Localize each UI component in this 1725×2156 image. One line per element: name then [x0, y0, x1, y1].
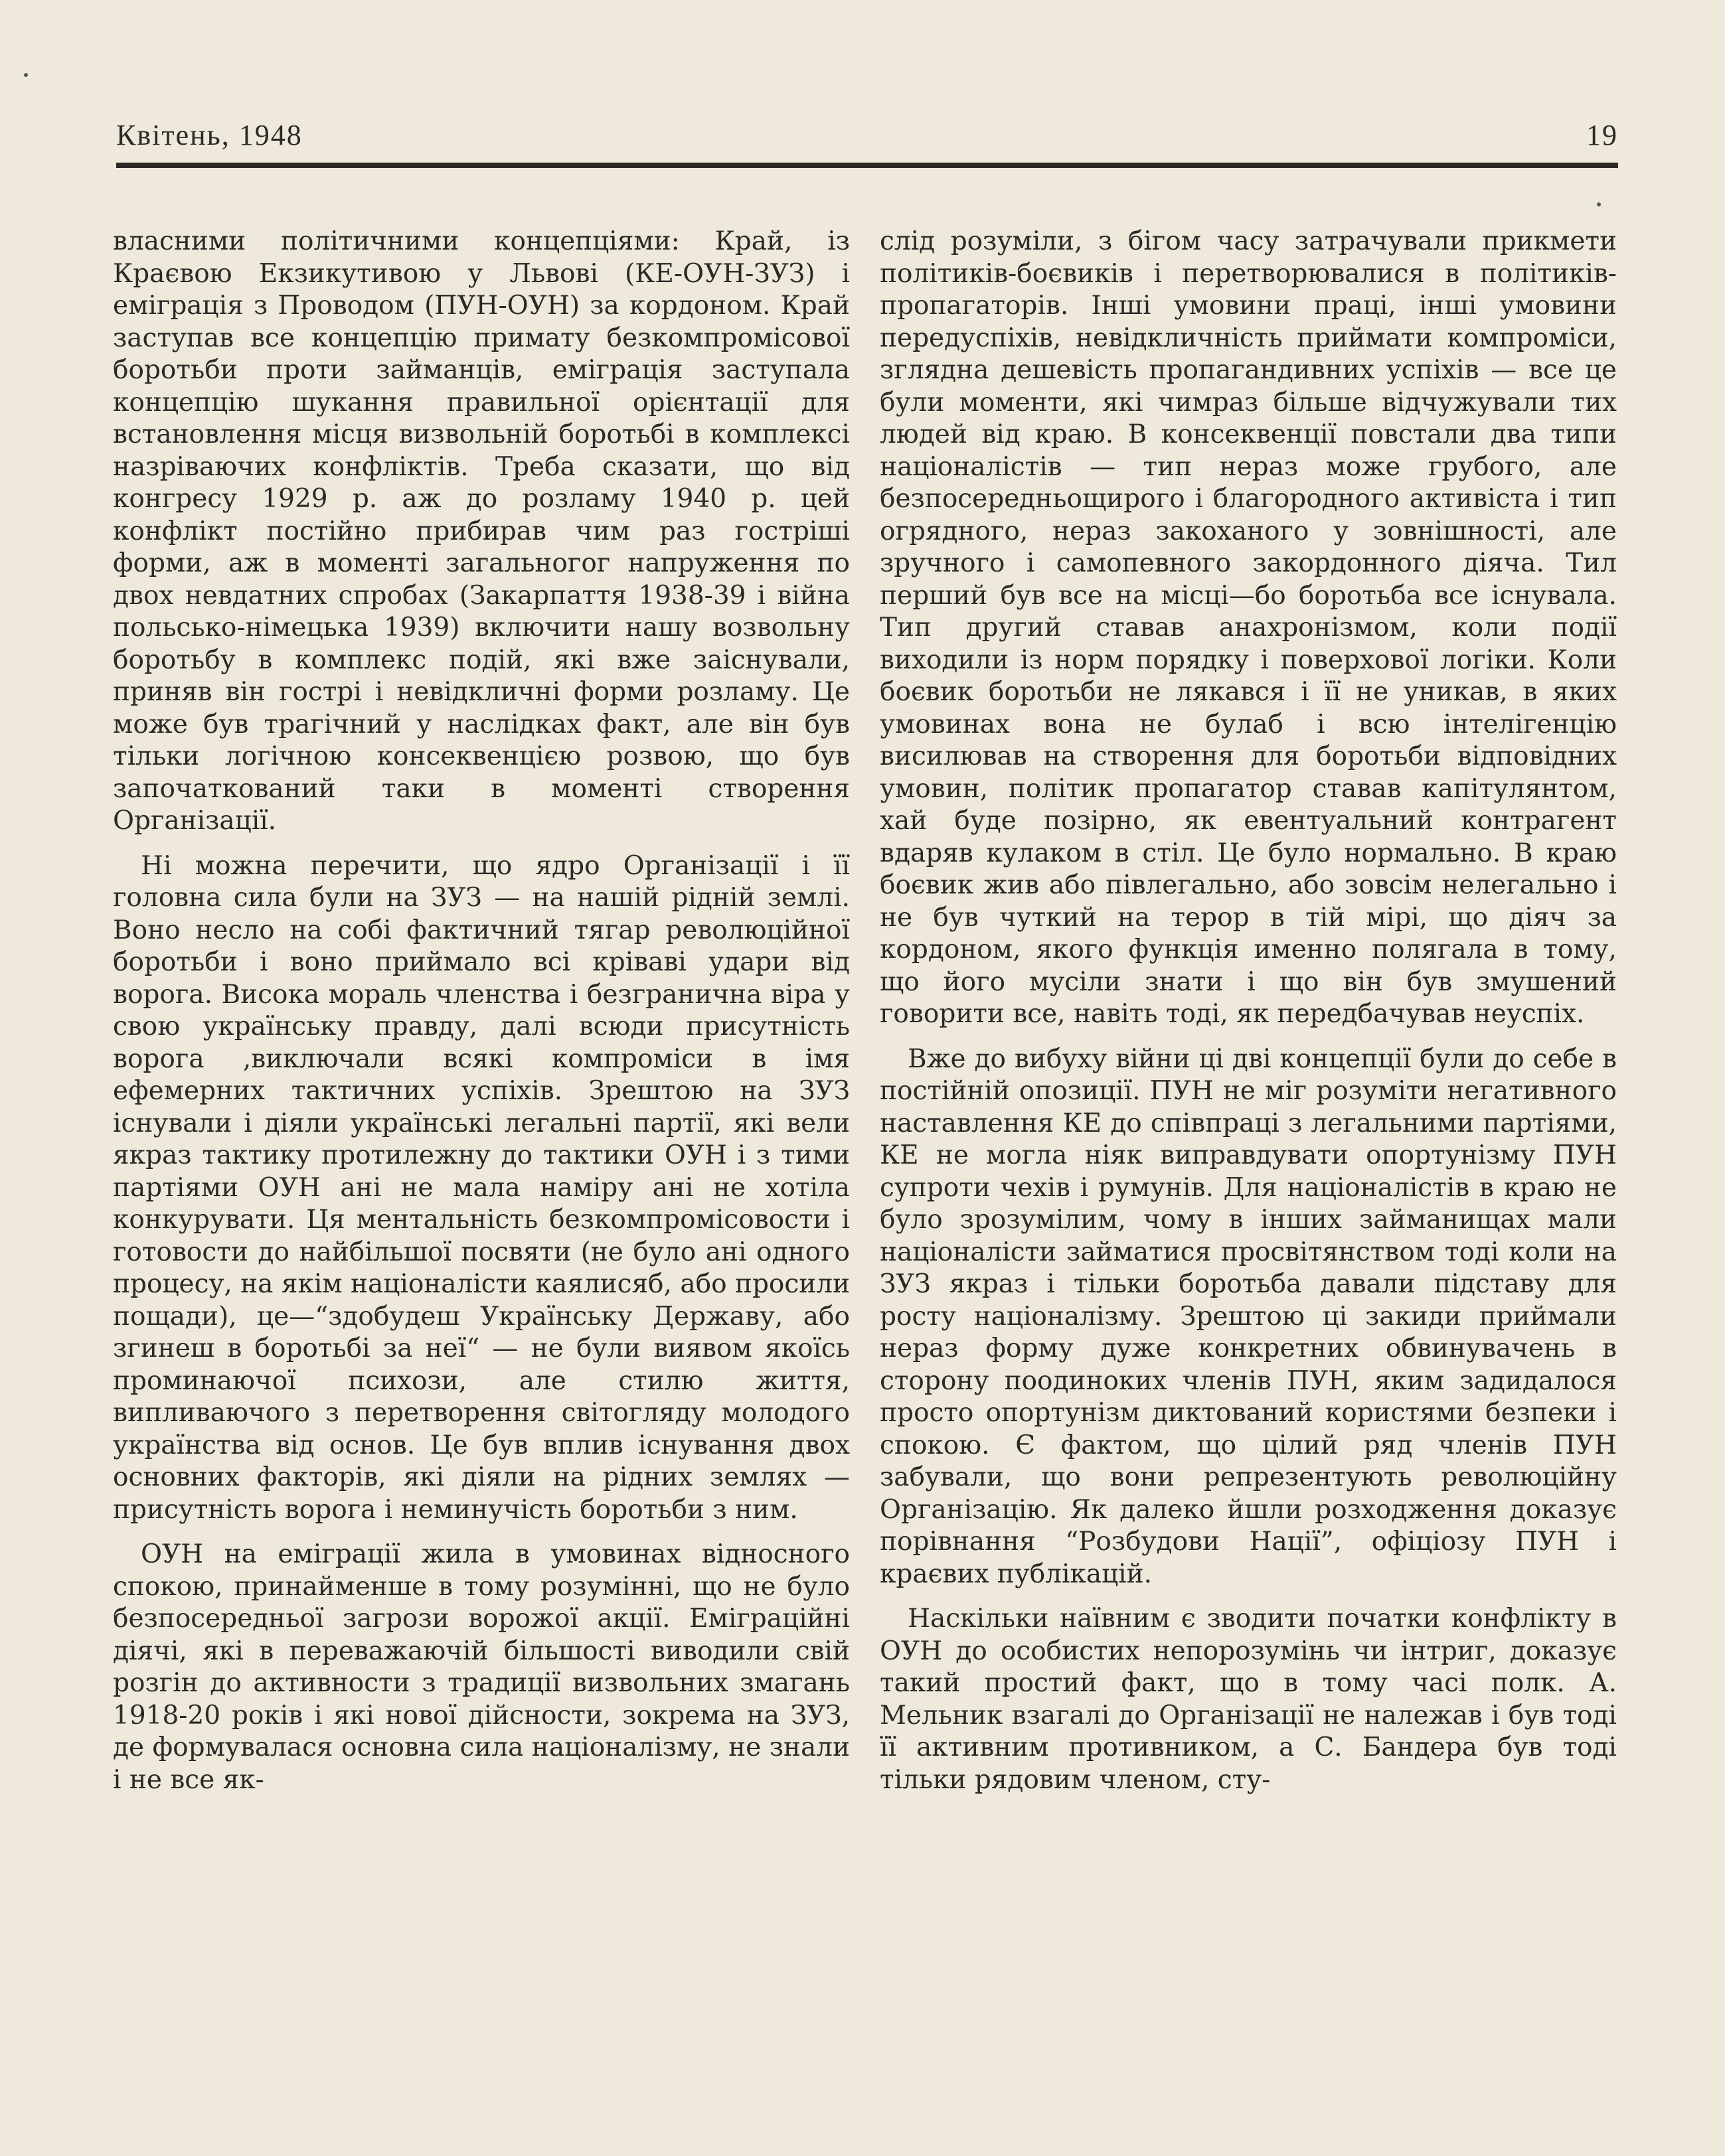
- header-rule: [116, 163, 1618, 168]
- header-date: Квітень, 1948: [116, 119, 303, 151]
- left-column: [113, 226, 850, 1809]
- paragraph: власними політичними концепціями: Край, із Краєвою Екзикутивою у Львові (КЕ-ОУН-ЗУЗ) і еміграція з Проводом (ПУН-ОУН) за кордоном. Край заступав все концепцію примату безкомпромісової боротьби проти займанців, еміграція заступала концепцію шукання правильної орієнтації для встановлення місця визвольній боротьбі в комплексі назріваючих конфліктів. Треба сказати, що від конгресу 1929 р. аж до розламу 1940 р. цей конфлікт постійно прибирав чим раз гостріші форми, аж в моменті загальногог напруження по двох невдатних спробах (Закарпаття 1938-39 і війна польсько-німецька 1939) включити нашу возвольну боротьбу в комплекс подій, які вже заіснували, приняв він гострі і невідкличні форми розламу. Це може був трагічний у наслідках факт, але він був тільки логічною консеквенцією розвою, що був започаткований таки в моменті створення Організації.: [113, 226, 850, 836]
- print-speck: [24, 73, 28, 77]
- page-number: 19: [1586, 119, 1618, 151]
- print-speck: [1597, 202, 1601, 206]
- paragraph: слід розуміли, з бігом часу затрачували прикмети політиків-боєвиків і перетворювалися в політиків-пропагаторів. Інші умовини праці, інші умовини передуспіхів, невідкличність приймати компроміси, зглядна дешевість пропагандивних успіхів — все це були моменти, які чимраз більше відчужували тих людей від краю. В консеквенції повстали два типи націоналістів — тип нераз може грубого, але безпосередньощирого і благородного активіста і тип огрядного, нераз закоханого у зовнішності, але зручного і самопевного закордонного діяча. Тил перший був все на місці—бо боротьба все існувала. Тип другий ставав анахронізмом, коли події виходили із норм порядку і поверхової логіки. Коли боєвик боротьби не лякався і її не уникав, в яких умовинах вона не булаб і всю інтелігенцію висилював на створення для боротьби відповідних умовин, політик пропагатор ставав капітулянтом, хай буде позірно, як евентуальний контрагент вдаряв кулаком в стіл. Це було нормально. В краю боєвик жив або півлегально, або зовсім нелегально і не був чуткий на терор в тій мірі, що діяч за кордоном, якого функція именно полягала в тому, що його мусіли знати і що він був змушений говорити все, навіть тоді, як передбачував неуспіх.: [880, 226, 1617, 1029]
- paragraph: Ні можна перечити, що ядро Організації і її головна сила були на ЗУЗ — на нашій рідній землі. Воно несло на собі фактичний тягар революційної боротьби і воно приймало всі кріваві удари від ворога. Висока мораль членства і безгранична віра у свою українську правду, далі всюди присутність ворога ,виключали всякі компроміси в імя ефемерних тактичних успіхів. Зрештою на ЗУЗ існували і діяли українські легальні партії, які вели якраз тактику протилежну до тактики ОУН і з тими партіями ОУН ані не мала наміру ані не хотіла конкурувати. Ця ментальність безкомпромісовости і готовости до найбільшої посвяти (не було ані одного процесу, на якім націоналісти каялисяб, або просили пощади), це—“здобудеш Українську Державу, або згинеш в боротьбі за неї“ — не були виявом якоїсь проминаючої психози, але стилю життя, випливаючого з перетворення світогляду молодого українства від основ. Це був вплив існування двох основних факторів, які діяли на рідних землях — присутність ворога і неминучість боротьби з ним.: [113, 850, 850, 1525]
- right-column: [880, 226, 1617, 1809]
- paragraph: Наскільки наївним є зводити початки конфлікту в ОУН до особистих непорозумінь чи інтриг, доказує такий простий факт, що в тому часі полк. А. Мельник взагалі до Організації не належав і був тоді її активним противником, а С. Бандера був тоді тільки рядовим членом, сту-: [880, 1604, 1617, 1795]
- page-header: [116, 118, 1618, 158]
- paragraph: ОУН на еміграції жила в умовинах відносного спокою, принайменше в тому розумінні, що не було безпосередньої загрози ворожої акції. Еміграційні діячі, які в переважаючій більшості виводили свій розгін до активности з традиції визвольних змагань 1918-20 років і які нової дійсности, зокрема на ЗУЗ, де формувалася основна сила націоналізму, не знали і не все як-: [113, 1539, 850, 1795]
- paragraph: Вже до вибуху війни ці дві концепції були до себе в постійній опозиції. ПУН не міг розуміти негативного наставлення КЕ до співпраці з легальними партіями, КЕ не могла ніяк виправдувати опортунізму ПУН супроти чехів і румунів. Для націоналістів в краю не було зрозумілим, чому в інших займанищах мали націоналісти займатися просвітянством тоді коли на ЗУЗ якраз і тільки боротьба давали підставу для росту націоналізму. Зрештою ці закиди приймали нераз форму дуже конкретних обвинувачень в сторону поодиноких членів ПУН, яким задидалося просто опортунізм диктований користями безпеки і спокою. Є фактом, що цілий ряд членів ПУН забували, що вони репрезентують революційну Організацію. Як далеко йшли розходження доказує порівнання “Розбудови Нації”, офіціозу ПУН і краєвих публікацій.: [880, 1043, 1617, 1589]
